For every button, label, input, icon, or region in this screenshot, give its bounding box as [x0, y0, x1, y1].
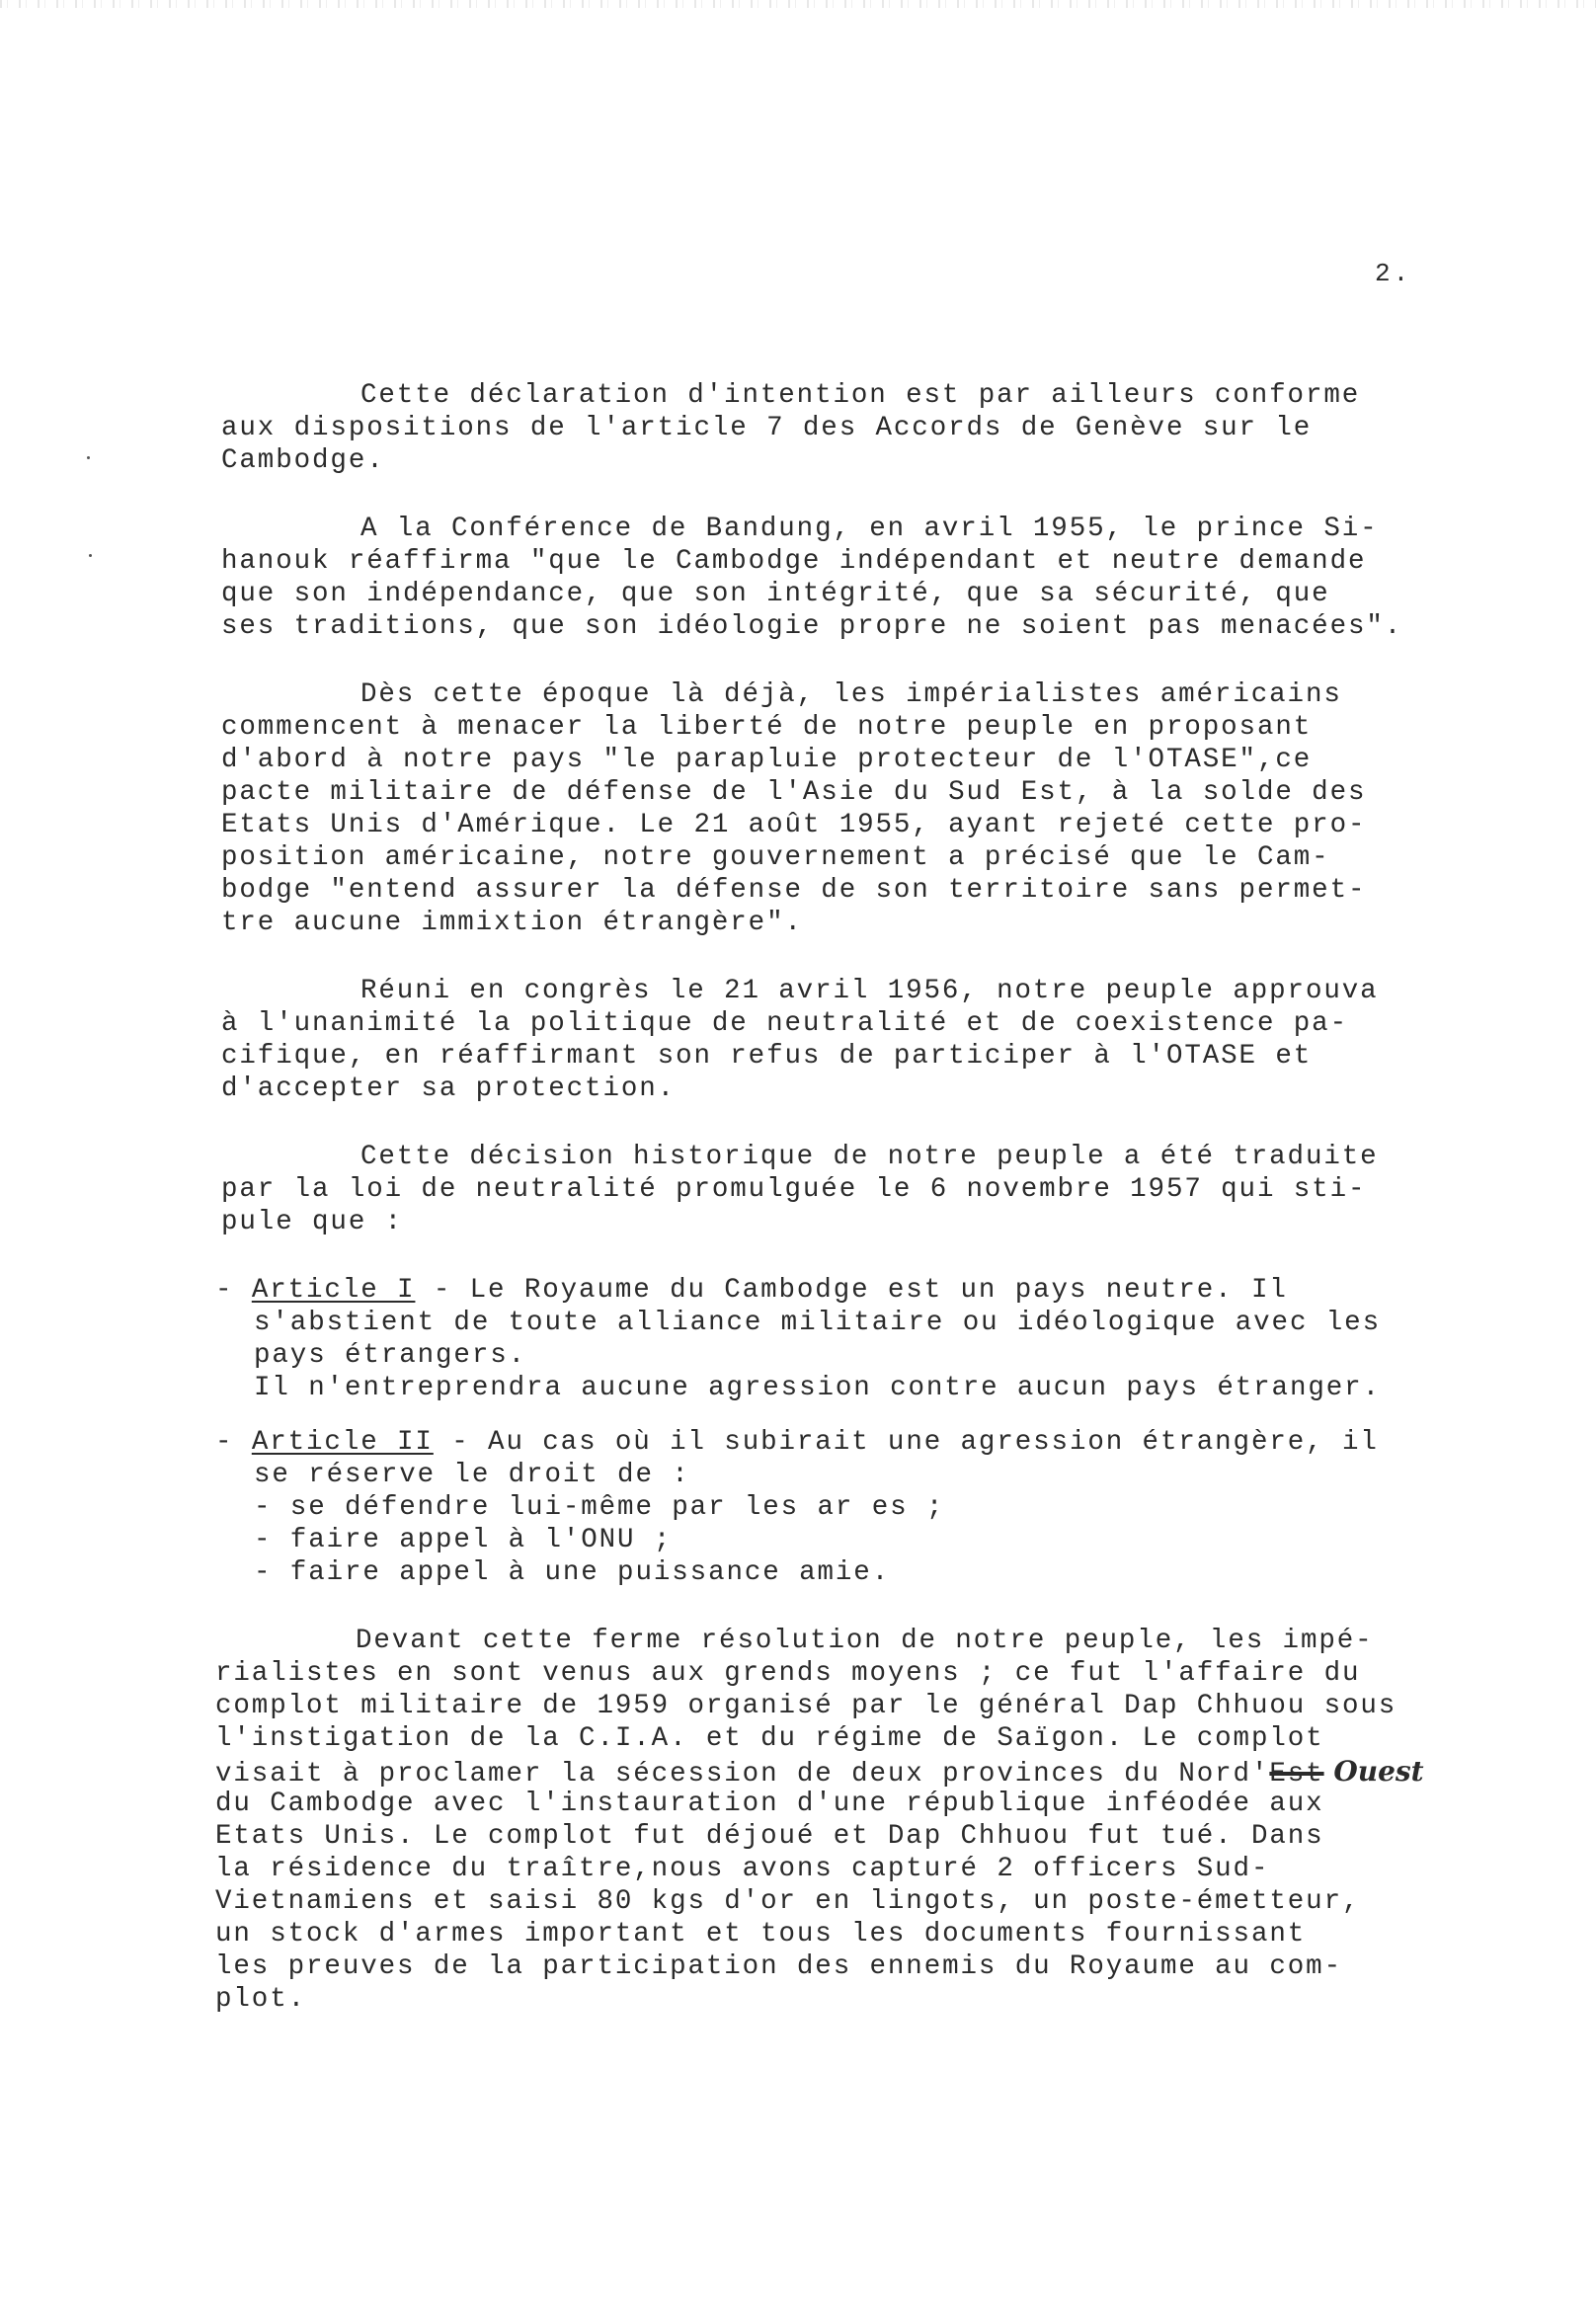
text-line: Etats Unis. Le complot fut déjoué et Dap Chhuou fut tué. Dans	[215, 1821, 1324, 1852]
text-line: Réuni en congrès le 21 avril 1956, notre peuple approuva	[360, 976, 1379, 1006]
page-number: 2.	[1375, 259, 1412, 288]
article-2-heading: Article II	[251, 1427, 434, 1458]
text-line: pays étrangers.	[254, 1340, 527, 1371]
list-item: - faire appel à l'ONU ;	[254, 1525, 673, 1555]
text-line: un stock d'armes important et tous les documents fournissant	[215, 1919, 1307, 1949]
text-line: commencent à menacer la liberté de notre peuple en proposant	[221, 712, 1313, 743]
text-line: Cette décision historique de notre peuple a été traduite	[360, 1142, 1379, 1172]
text-line: Dès cette époque là déjà, les impérialistes américains	[360, 679, 1342, 710]
text-line: s'abstient de toute alliance militaire ou idéologique avec les	[254, 1308, 1381, 1338]
text-line: hanouk réaffirma "que le Cambodge indépendant et neutre demande	[221, 546, 1367, 577]
struck-word: Est	[1269, 1759, 1324, 1790]
article-1-line	[215, 1275, 1288, 1307]
text-line: que son indépendance, que son intégrité, que sa sécurité, que	[221, 579, 1330, 609]
text-line: la résidence du traître,nous avons capturé 2 officers Sud-	[215, 1854, 1270, 1884]
text-line: Etats Unis d'Amérique. Le 21 août 1955, ayant rejeté cette pro-	[221, 810, 1367, 840]
scan-speck	[89, 554, 92, 557]
text-line: l'instigation de la C.I.A. et du régime de Saïgon. Le complot	[215, 1723, 1324, 1754]
text-line: Il n'entreprendra aucune agression contre aucun pays étranger.	[254, 1373, 1381, 1403]
text-line: du Cambodge avec l'instauration d'une république inféodée aux	[215, 1789, 1324, 1819]
bullet-dash: -	[215, 1427, 252, 1458]
article-2-text: - Au cas où il subirait une agression étrangère, il	[433, 1427, 1379, 1458]
text-line: position américaine, notre gouvernement a précisé que le Cam-	[221, 842, 1330, 873]
list-item: - se défendre lui-même par les ar es ;	[254, 1492, 945, 1523]
text-line: pule que :	[221, 1207, 404, 1237]
text-line: Cette déclaration d'intention est par ailleurs conforme	[360, 380, 1361, 411]
text-line: pacte militaire de défense de l'Asie du Sud Est, à la solde des	[221, 777, 1367, 808]
text-line: les preuves de la participation des ennemis du Royaume au com-	[215, 1951, 1342, 1982]
text-line: tre aucune immixtion étrangère".	[221, 908, 803, 938]
bullet-dash: -	[215, 1275, 252, 1306]
scan-edge-noise	[0, 0, 1596, 8]
article-2-line	[215, 1427, 1379, 1459]
text-line: cifique, en réaffirmant son refus de participer à l'OTASE et	[221, 1041, 1313, 1072]
text-line: A la Conférence de Bandung, en avril 1955, le prince Si-	[360, 514, 1379, 544]
scan-speck	[87, 456, 90, 459]
text-line: Devant cette ferme résolution de notre peuple, les impé-	[356, 1626, 1374, 1656]
text-line: Vietnamiens et saisi 80 kgs d'or en lingots, un poste-émetteur,	[215, 1886, 1361, 1917]
text-line: d'accepter sa protection.	[221, 1074, 677, 1104]
text-line: complot militaire de 1959 organisé par le général Dap Chhuou sous	[215, 1691, 1397, 1721]
text-line: se réserve le droit de :	[254, 1460, 690, 1490]
text-line: bodge "entend assurer la défense de son territoire sans permet-	[221, 875, 1367, 906]
article-1-text: - Le Royaume du Cambodge est un pays neutre. Il	[415, 1275, 1288, 1306]
text-segment: visait à proclamer la sécession de deux provinces du Nord'	[215, 1759, 1270, 1790]
text-line: d'abord à notre pays "le parapluie protecteur de l'OTASE",ce	[221, 745, 1313, 775]
text-line: aux dispositions de l'article 7 des Accords de Genève sur le	[221, 413, 1313, 443]
handwritten-correction: Ouest	[1323, 1755, 1424, 1788]
text-line: rialistes en sont venus aux grends moyens ; ce fut l'affaire du	[215, 1658, 1361, 1689]
list-item: - faire appel à une puissance amie.	[254, 1557, 891, 1588]
text-line: à l'unanimité la politique de neutralité et de coexistence pa-	[221, 1008, 1348, 1039]
text-line: ses traditions, que son idéologie propre ne soient pas menacées".	[221, 611, 1403, 642]
article-1-heading: Article I	[251, 1275, 416, 1306]
correction-line	[215, 1756, 1424, 1790]
text-line: plot.	[215, 1984, 307, 2015]
text-line: par la loi de neutralité promulguée le 6 novembre 1957 qui sti-	[221, 1174, 1367, 1205]
text-line: Cambodge.	[221, 445, 385, 476]
